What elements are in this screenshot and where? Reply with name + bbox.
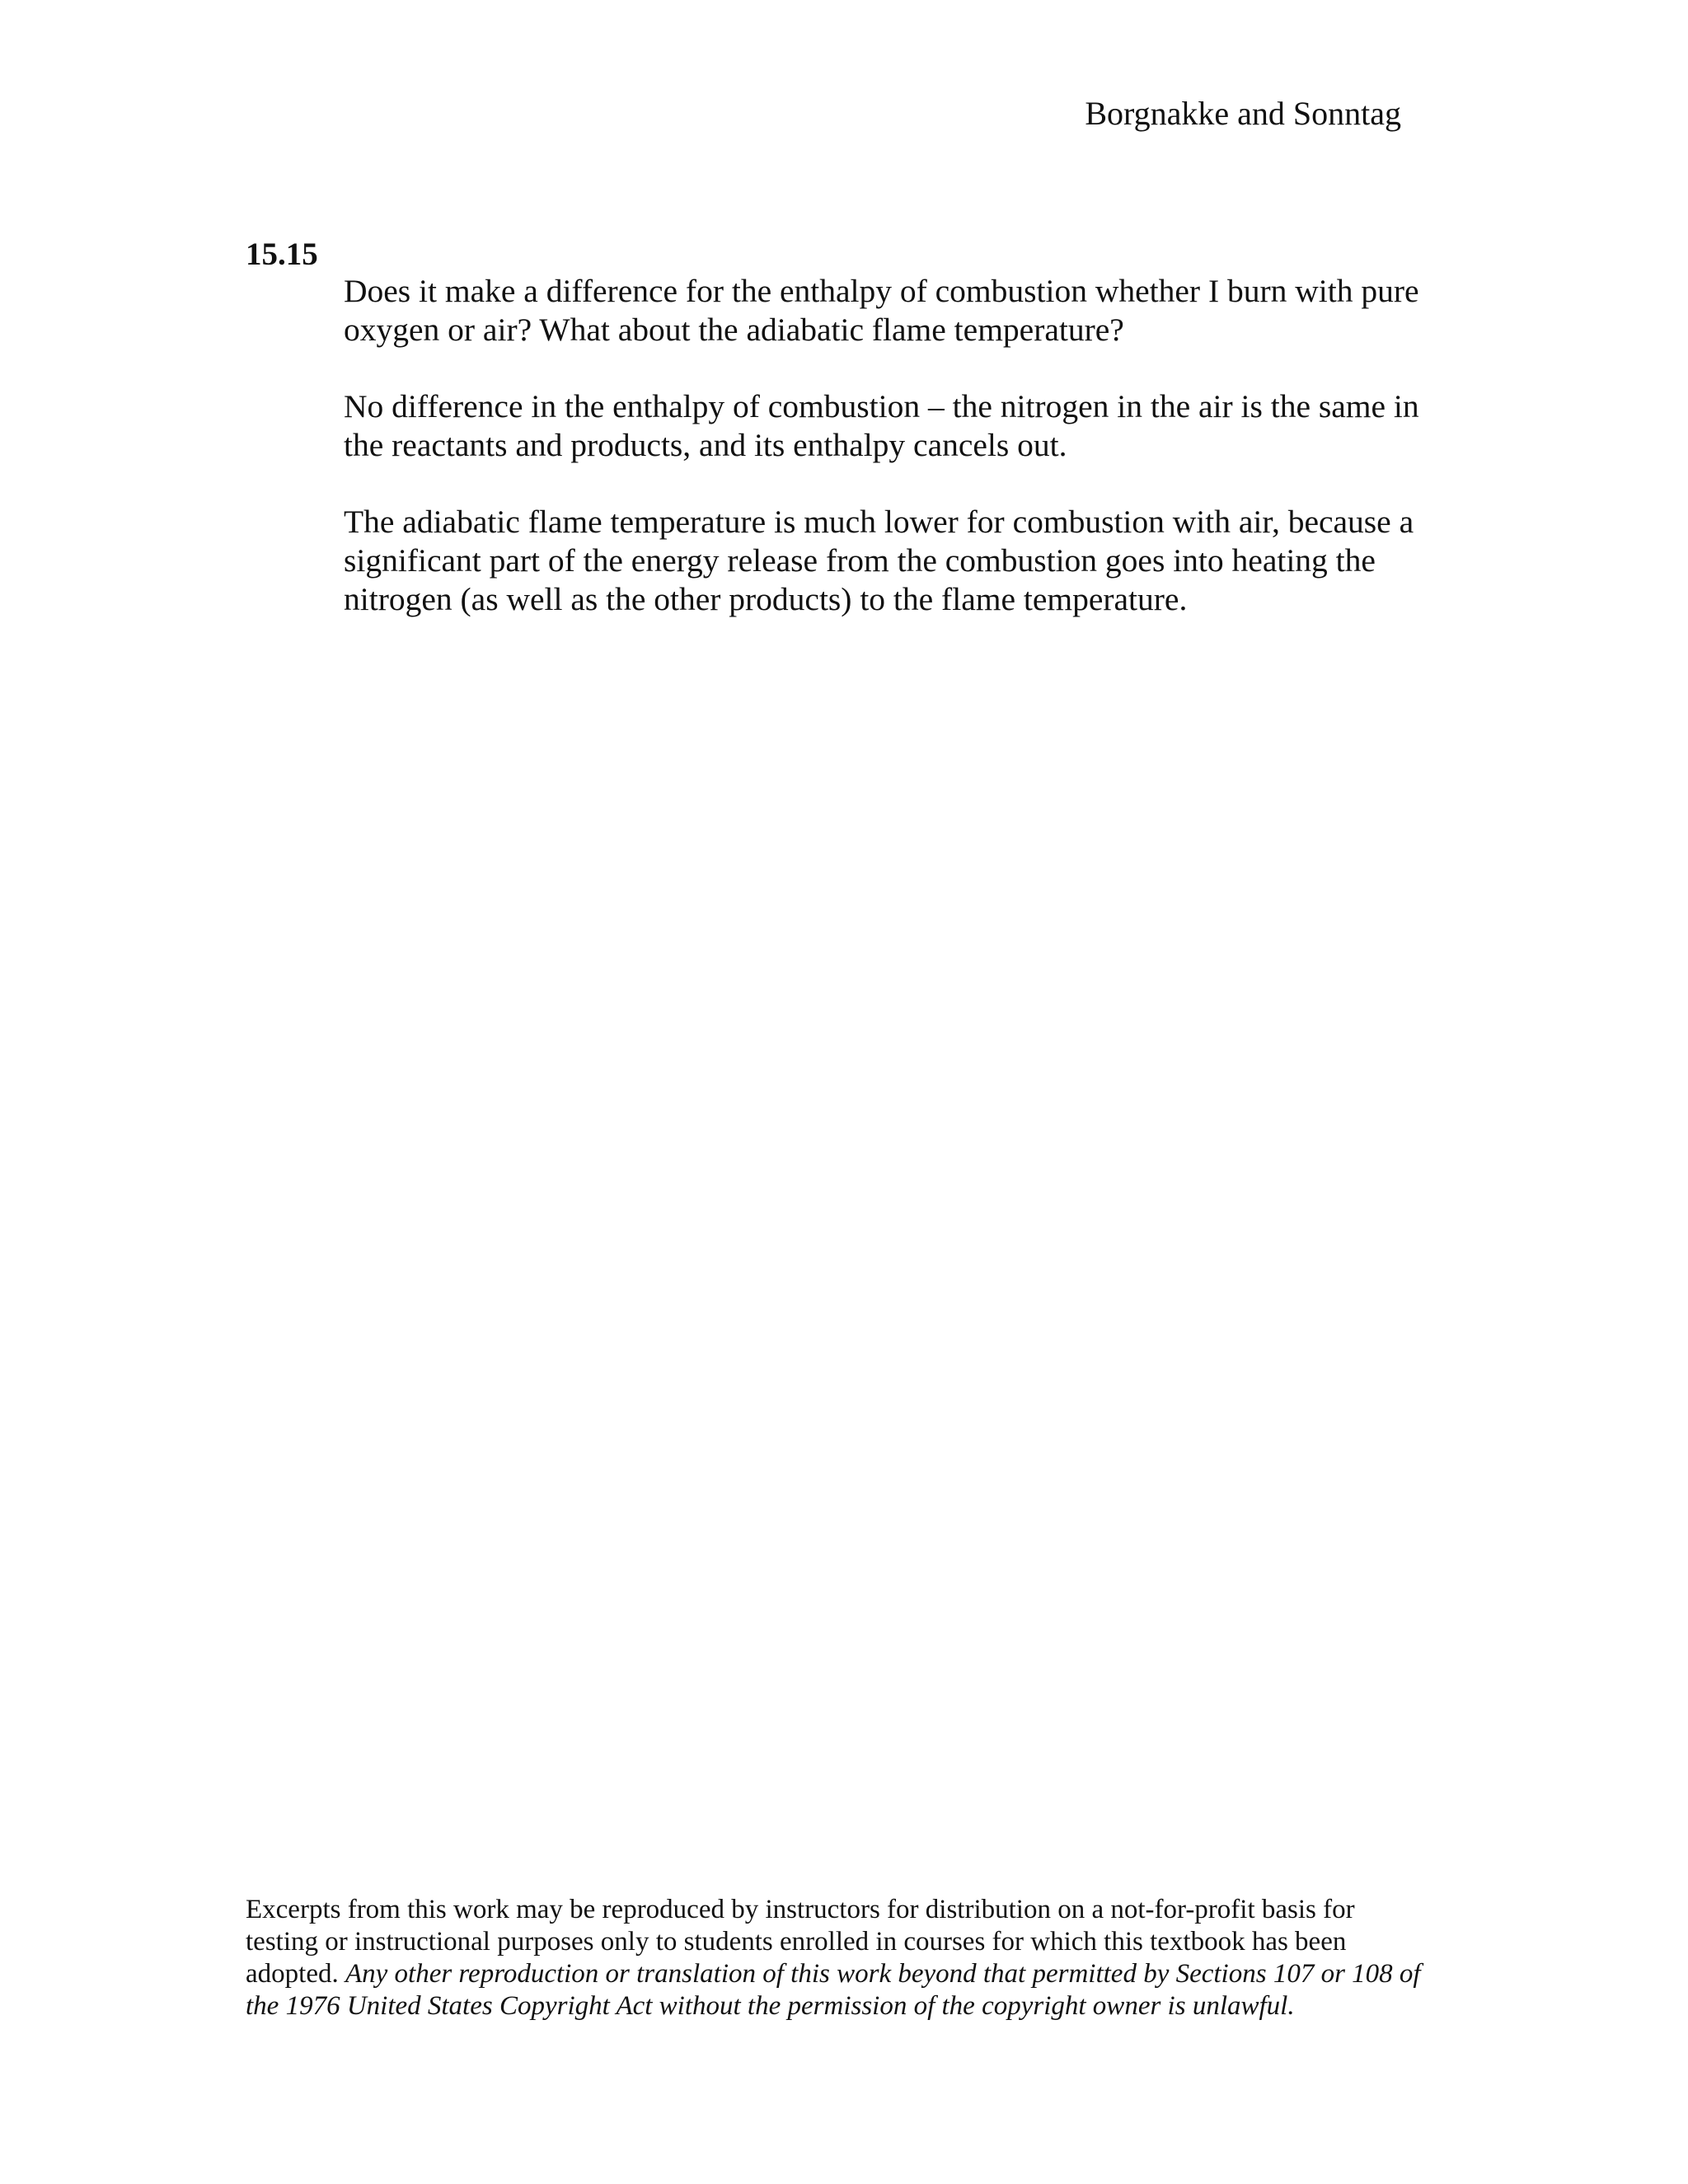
problem-body: [344, 272, 1432, 657]
copyright-notice-text: [246, 1894, 1432, 2022]
answer-paragraph-enthalpy: No difference in the enthalpy of combustion – the nitrogen in the air is the same in the reactants and products, and its enthalpy cancels out.: [344, 388, 1419, 463]
copyright-notice-italic: Any other reproduction or translation of this work beyond that permitted by Sections 107 or 108 of the 1976 United States Copyright Act without the permission of the copyright owner is unlawful.: [246, 1959, 1421, 2021]
copyright-notice-plain: Excerpts from this work may be reproduced by instructors for distribution on a not-for-profit basis for testing or instructional purposes only to students enrolled in courses for which this textbook has been adopted.: [246, 1895, 1355, 1989]
copyright-notice: [246, 1894, 1432, 2022]
running-header-authors: Borgnakke and Sonntag: [1085, 95, 1401, 132]
answer-paragraph-flame-temperature: The adiabatic flame temperature is much lower for combustion with air, because a significant part of the energy release from the combustion goes into heating the nitrogen (as well as the other products) to the flame temperature.: [344, 504, 1414, 617]
problem-question: Does it make a difference for the enthalpy of combustion whether I burn with pure oxygen or air? What about the adiabatic flame temperature?: [344, 273, 1419, 348]
problem-number: 15.15: [246, 237, 318, 272]
